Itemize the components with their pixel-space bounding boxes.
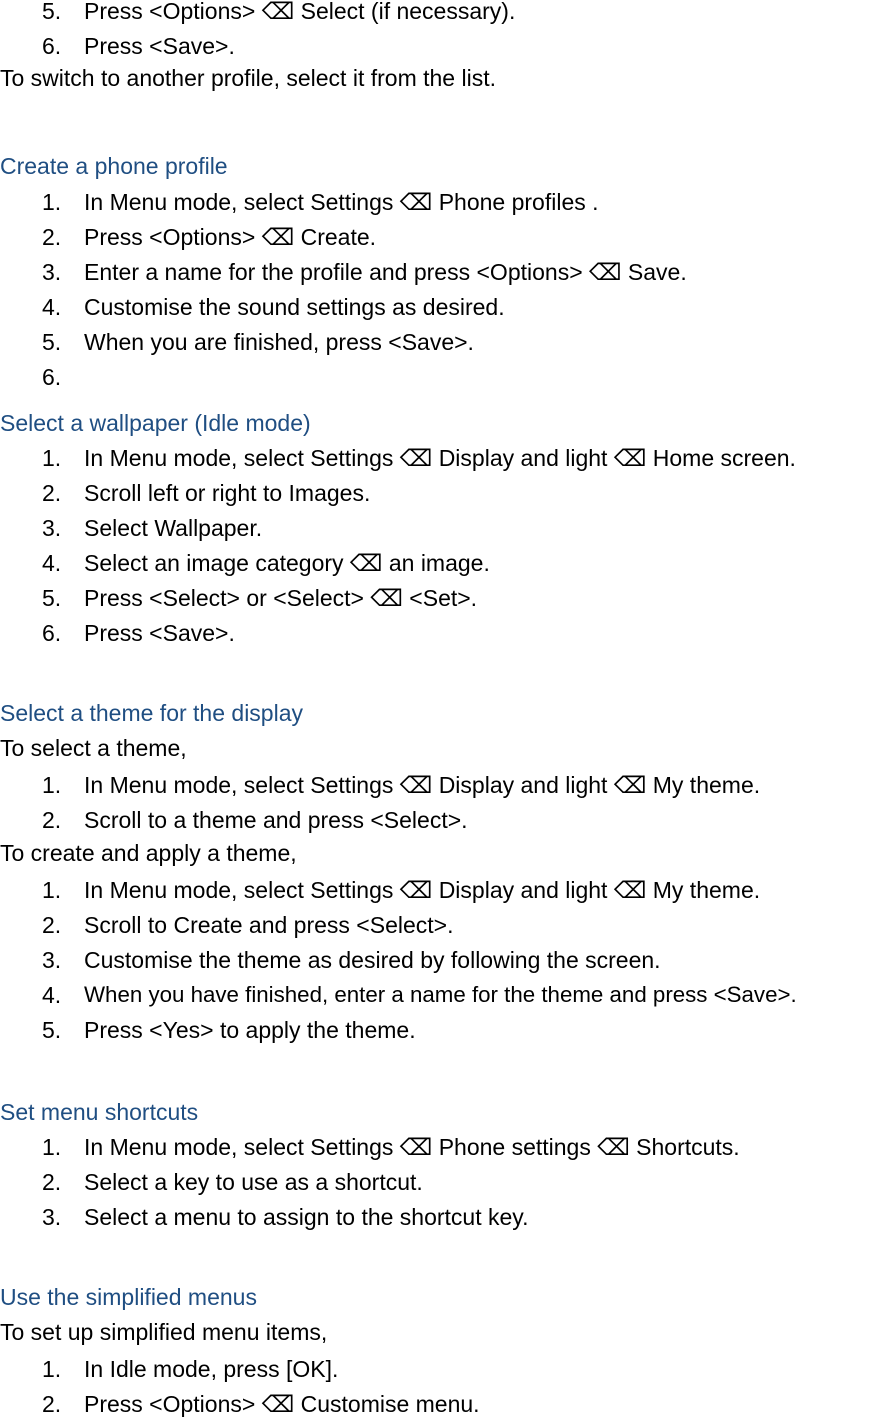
list-text: In Menu mode, select Settings ⌫ Display and light ⌫ Home screen. [84,445,796,471]
list-text: Customise the theme as desired by following the screen. [84,947,661,973]
list-text: Scroll to Create and press <Select>. [84,912,454,938]
list-text: In Menu mode, select Settings ⌫ Display and light ⌫ My theme. [84,772,761,798]
list-text: In Menu mode, select Settings ⌫ Phone settings ⌫ Shortcuts. [84,1134,740,1160]
list-number: 5. [42,1017,62,1043]
list-number: 2. [42,224,62,250]
list-text: In Menu mode, select Settings ⌫ Phone profiles . [84,189,599,215]
list-text: When you are finished, press <Save>. [84,329,474,355]
list-text: Press <Options> ⌫ Create. [84,224,377,250]
list-number: 5. [42,329,62,355]
list-number: 4. [42,982,62,1008]
list-text: Scroll to a theme and press <Select>. [84,807,468,833]
list-number: 1. [42,1134,62,1160]
list-number: 4. [42,550,62,576]
list-text: Press <Options> ⌫ Select (if necessary). [84,0,516,24]
list-number: 6. [42,364,62,390]
list-text: Enter a name for the profile and press <Options> ⌫ Save. [84,259,687,285]
list-text: In Idle mode, press [OK]. [84,1356,339,1382]
paragraph: To select a theme, [0,735,187,761]
section-heading: Create a phone profile [0,153,228,179]
list-number: 2. [42,480,62,506]
list-text: Select an image category ⌫ an image. [84,550,490,576]
list-number: 3. [42,515,62,541]
list-number: 2. [42,912,62,938]
list-number: 1. [42,877,62,903]
list-text: Press <Save>. [84,620,235,646]
list-number: 3. [42,1204,62,1230]
list-number: 6. [42,33,62,59]
list-number: 2. [42,1169,62,1195]
section-heading: Use the simplified menus [0,1284,257,1310]
list-number: 1. [42,189,62,215]
list-text: Scroll left or right to Images. [84,480,371,506]
paragraph: To switch to another profile, select it from the list. [0,65,496,91]
list-text: Select Wallpaper. [84,515,263,541]
list-number: 1. [42,772,62,798]
paragraph: To create and apply a theme, [0,840,297,866]
section-heading: Select a theme for the display [0,700,303,726]
list-text: When you have finished, enter a name for the theme and press <Save>. [84,982,797,1007]
list-number: 2. [42,1391,62,1417]
section-heading: Set menu shortcuts [0,1099,199,1125]
list-text: In Menu mode, select Settings ⌫ Display and light ⌫ My theme. [84,877,761,903]
list-number: 1. [42,1356,62,1382]
list-number: 6. [42,620,62,646]
list-number: 3. [42,259,62,285]
list-number: 3. [42,947,62,973]
list-number: 1. [42,445,62,471]
list-number: 4. [42,294,62,320]
section-heading: Select a wallpaper (Idle mode) [0,410,311,436]
list-number: 5. [42,585,62,611]
list-text: Select a key to use as a shortcut. [84,1169,423,1195]
list-number: 2. [42,807,62,833]
list-text: Press <Save>. [84,33,235,59]
list-text: Press <Select> or <Select> ⌫ <Set>. [84,585,478,611]
list-text: Press <Yes> to apply the theme. [84,1017,416,1043]
list-number: 5. [42,0,62,24]
list-text: Press <Options> ⌫ Customise menu. [84,1391,480,1417]
list-text: Select a menu to assign to the shortcut key. [84,1204,529,1230]
paragraph: To set up simplified menu items, [0,1319,328,1345]
list-text: Customise the sound settings as desired. [84,294,505,320]
